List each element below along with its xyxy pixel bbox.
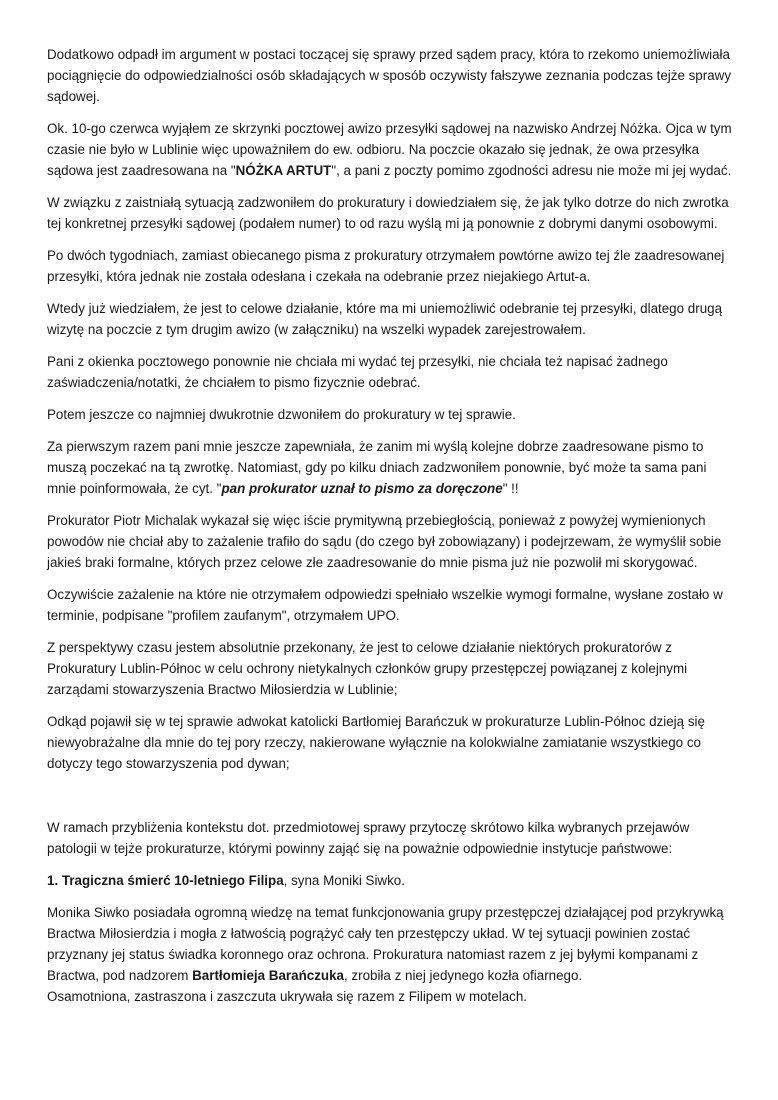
paragraph-5: Wtedy już wiedziałem, że jest to celowe działanie, które ma mi uniemożliwić odebranie tej przesyłki, dlatego drugą wizytę na poczcie z tym drugim awizo (w załączniku) na wszelki wypadek zarejestrowałem. [47,301,723,337]
paragraph-6: Pani z okienka pocztowego ponownie nie chciała mi wydać tej przesyłki, nie chciała też napisać żadnego zaświadczenia/notatki, że chciałem to pismo fizycznie odebrać. [47,354,668,390]
document-page [47,44,737,1018]
section-spacer [47,785,737,817]
paragraph-8: Za pierwszym razem pani mnie jeszcze zapewniała, że zanim mi wyślą kolejne dobrze zaadresowane pismo to muszą poczekać na tą zwrotkę. Natomiast, gdy po kilku dniach zadzwoniłem ponownie, być może ta sama pani mnie poinformowała, że cyt. "pan prokurator uznał to pismo za doręczone" !! [47,439,707,496]
paragraph-12: Odkąd pojawił się w tej sprawie adwokat katolicki Bartłomiej Barańczuk w prokuraturze Lublin-Północ dzieją się niewyobrażalne dla mnie do tej pory rzeczy, nakierowane wyłącznie na kolokwialne zamiatanie wszystkiego co dotyczy tego stowarzyszenia pod dywan; [47,714,705,771]
paragraph-13: W ramach przybliżenia kontekstu dot. przedmiotowej sprawy przytoczę skrótowo kilka wybranych przejawów patologii w tejże prokuraturze, którymi powinny zająć się na poważnie odpowiednie instytucje państwowe: [47,820,690,856]
paragraph-7: Potem jeszcze co najmniej dwukrotnie dzwoniłem do prokuratury w tej sprawie. [47,407,516,422]
bold-italic-quote: pan prokurator uznał to pismo za doręczone [221,481,503,496]
bold-name: Bartłomieja Barańczuka [192,968,344,983]
paragraph-3: W związku z zaistniałą sytuacją zadzwoniłem do prokuratury i dowiedziałem się, że jak tylko dotrze do nich zwrotka tej konkretnej przesyłki sądowej (podałem numer) to od razu wyślą mi ją ponownie z dobrymi danymi osobowymi. [47,195,729,231]
paragraph-14: Monika Siwko posiadała ogromną wiedzę na temat funkcjonowania grupy przestępczej działającej pod przykrywką Bractwa Miłosierdzia i mogła z łatwością pogrążyć cały ten przestępczy układ. W tej sytuacji powinien zostać przyznany jej status świadka koronnego oraz ochrona. Prokuratura natomiast razem z jej byłymi kompanami z Bractwa, pod nadzorem Bartłomieja Barańczuka, zrobiła z niej jedynego kozła ofiarnego. Osamotniona, zastraszona i zaszczuta ukrywała się razem z Filipem w motelach. [47,905,724,1004]
paragraph-10: Oczywiście zażalenie na które nie otrzymałem odpowiedzi spełniało wszelkie wymogi formalne, wysłane zostało w terminie, podpisane "profilem zaufanym", otrzymałem UPO. [47,587,723,623]
paragraph-9: Prokurator Piotr Michalak wykazał się więc iście prymitywną przebiegłością, ponieważ z powyżej wymienionych powodów nie chciał aby to zażalenie trafiło do sądu (do czego był zobowiązany) i podejrzewam, że wymyślił sobie jakieś braki formalne, których przez celowe złe zaadresowanie do mnie pisma już nie pozwolił mi skorygować. [47,513,722,570]
paragraph-4: Po dwóch tygodniach, zamiast obiecanego pisma z prokuratury otrzymałem powtórne awizo tej źle zaadresowanej przesyłki, która jednak nie została odesłana i czekała na odebranie przez niejakiego Artut-a. [47,248,725,284]
paragraph-1: Dodatkowo odpadł im argument w postaci toczącej się sprawy przed sądem pracy, która to rzekomo uniemożliwiała pociągnięcie do odpowiedzialności osób składających w sposób oczywisty fałszywe zeznania podczas tejże sprawy sądowej. [47,47,732,104]
paragraph-11: Z perspektywy czasu jestem absolutnie przekonany, że jest to celowe działanie niektórych prokuratorów z Prokuratury Lublin-Północ w celu ochrony nietykalnych członków grupy przestępczej powiązanej z kolejnymi zarządami stowarzyszenia Bractwo Miłosierdzia w Lublinie; [47,640,688,697]
section-heading: 1. Tragiczna śmierć 10-letniego Filipa, syna Moniki Siwko. [47,873,405,888]
paragraph-2: Ok. 10-go czerwca wyjąłem ze skrzynki pocztowej awizo przesyłki sądowej na nazwisko Andrzej Nóżka. Ojca w tym czasie nie było w Lublinie więc upoważniłem do ew. odbioru. Na poczcie okazało się jednak, że owa przesyłka sądowa jest zaadresowana na "NÓŻKA ARTUT", a pani z poczty pomimo zgodności adresu nie może mi jej wydać. [47,121,732,178]
bold-name: NÓŻKA ARTUT [235,163,332,178]
